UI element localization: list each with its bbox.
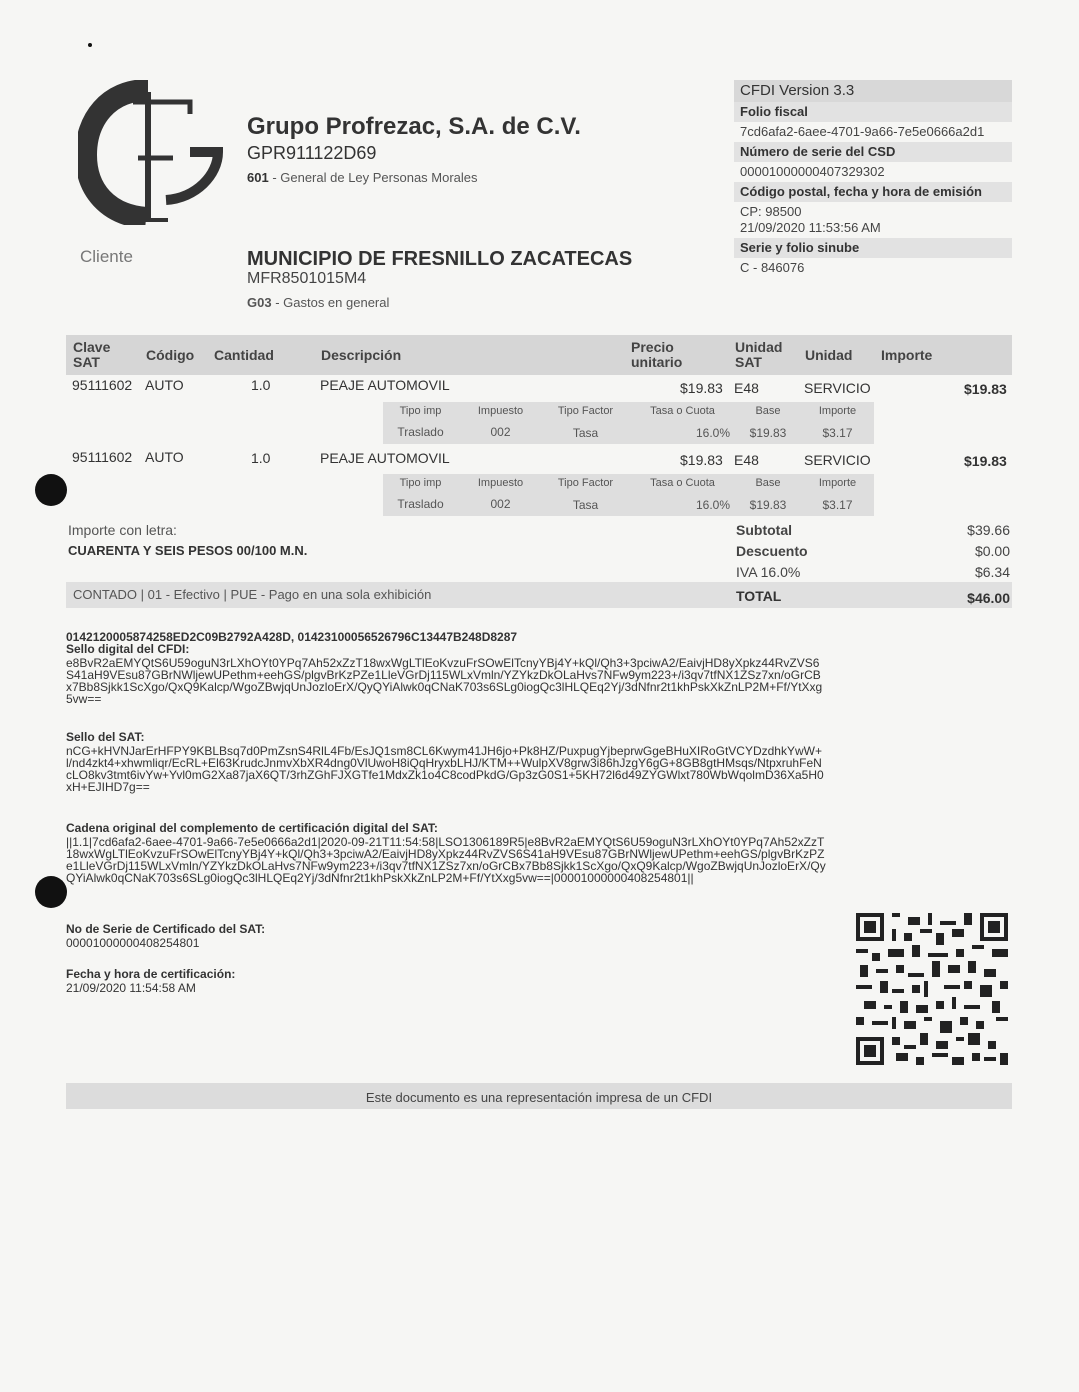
subtotal-label: Subtotal (736, 522, 792, 538)
regime-code: 601 (247, 170, 269, 185)
cfdi-version: CFDI Version 3.3 (734, 80, 1012, 102)
tax-col-impuesto: Impuesto (477, 405, 524, 417)
sello-cfdi-value: e8BvR2aEMYQtS6U59oguN3rLXhOYt0YPq7Ah52xZzT18wxWgLTlEoKvzuFrSOwElTcnyYBj4Y+kQl/Qh3+3pciwA2/EaivjHD8yXpkz44RvZVS6S41aH9VEsu87GBrNWljewUPethm+eehGS/plgvBrKzPZe1LleVGrDj115WLxVmln/YZYkzDkOLaHvs7NFw9ym223+/i3qv7tfNX1ZSz7xn/oGrCBx7Bb8Sjkk1ScXgo/QxQ9Kalcp/WgoZBwjqUnJozloErX/QyQYiAlwk0qCNaK703s6SLg0iogQc3lHLQEq2Yj/3dNfnr2t1khPskXkZnLP2M+Ff/YtXxg5vw== (66, 656, 823, 706)
csd-value: 00001000000407329302 (740, 164, 885, 179)
tax-col-importe: Importe (818, 477, 857, 489)
tax-base: $19.83 (749, 498, 787, 512)
cadena-value: ||1.1|7cd6afa2-6aee-4701-9a66-7e5e0666a2d1|2020-09-21T11:54:58|LSO1306189R5|e8BvR2aEMYQtS6U59oguN3rLXhOYt0YPq7Ah52xZzT18wxWgLTlEoKvzuFrSOwElTcnyYBj4Y+kQl/Qh3+3pciwA2/EaivjHD8yXpkz44RvZVS6S41aH9VEsu87GBrNWljewUPethm+eehGS/plgvBrKzPZe1LleVGrDj115WLxVmln/YZYkzDkOLaHvs7NFw9ym223+/i3qv7tfNX1ZSz7xn/oGrCBx7Bb8Sjkk1ScXgo/QxQ9Kalcp/WgoZBwjqUnJozloErX/QyQYiAlwk0qCNaK703s6SLg0iogQc3lHLQEq2Yj/3dNfnr2t1khPskXkZnLP2M+Ff/YtXxg5vw==|00001000000408254801|| (66, 835, 826, 885)
folio-fiscal-label: Folio fiscal (734, 102, 1012, 122)
total-label: TOTAL (736, 588, 782, 604)
tax-col-base: Base (755, 405, 781, 417)
item-unidad: SERVICIO (804, 452, 871, 468)
tax-tipo: Traslado (397, 425, 444, 439)
tax-col-tasa: Tasa o Cuota (650, 405, 715, 417)
subtotal-value: $39.66 (967, 522, 1010, 538)
footer-note: Este documento es una representación impresa de un CFDI (365, 1090, 713, 1105)
item-codigo: AUTO (145, 377, 184, 393)
tax-detail-table (383, 474, 874, 516)
issue-label: Código postal, fecha y hora de emisión (734, 182, 1012, 202)
total-value: $46.00 (967, 590, 1010, 606)
company-rfc: GPR911122D69 (247, 143, 377, 163)
tax-col-tasa: Tasa o Cuota (650, 477, 715, 489)
cadena-original-block (66, 822, 826, 884)
col-descripcion: Descripción (321, 346, 402, 363)
postal-code: CP: 98500 (740, 204, 802, 219)
descuento-label: Descuento (736, 543, 808, 559)
cert-datetime-block (66, 968, 235, 994)
folio-fiscal-value: 7cd6afa2-6aee-4701-9a66-7e5e0666a2d1 (740, 124, 985, 139)
serie-label: Serie y folio sinube (734, 238, 1012, 258)
sello-cfdi-block (66, 643, 826, 705)
cert-datetime-label: Fecha y hora de certificación: (66, 967, 236, 981)
tax-col-factor: Tipo Factor (557, 477, 614, 489)
col-precio: Precio unitario (631, 339, 683, 370)
client-name: MUNICIPIO DE FRESNILLO ZACATECAS (247, 248, 633, 270)
descuento-row (736, 543, 1012, 564)
cfdi-info-box (734, 80, 1012, 278)
tax-impuesto: 002 (490, 497, 511, 511)
csd-label: Número de serie del CSD (734, 142, 1012, 162)
related-uuids: 0142120005874258ED2C09B2792A428D, 01423100056526796C13447B248D8287 (66, 630, 518, 644)
tax-detail-table (383, 402, 874, 444)
company-logo (78, 80, 228, 225)
item-descripcion: PEAJE AUTOMOVIL (320, 377, 450, 393)
sello-sat-label: Sello del SAT: (66, 730, 145, 744)
item-codigo: AUTO (145, 449, 184, 465)
item-precio: $19.83 (680, 452, 723, 468)
client-label: Cliente (80, 247, 133, 266)
tax-col-base: Base (755, 477, 781, 489)
tax-factor: Tasa (572, 426, 599, 440)
item-importe: $19.83 (964, 381, 1007, 397)
cert-sat-block (66, 923, 265, 949)
tax-col-importe: Importe (818, 405, 857, 417)
amount-words-value: CUARENTA Y SEIS PESOS 00/100 M.N. (68, 543, 308, 558)
tax-importe: $3.17 (822, 498, 853, 512)
use-code: G03 (247, 295, 272, 310)
tax-base: $19.83 (749, 426, 787, 440)
punch-hole-mark (35, 474, 67, 506)
subtotal-row (736, 522, 1012, 543)
cert-sat-label: No de Serie de Certificado del SAT: (66, 922, 266, 936)
item-cantidad: 1.0 (251, 450, 271, 466)
tax-col-impuesto: Impuesto (477, 477, 524, 489)
company-name: Grupo Profrezac, S.A. de C.V. (247, 113, 581, 140)
amount-words-label: Importe con letra: (68, 522, 177, 538)
issue-datetime: 21/09/2020 11:53:56 AM (740, 220, 881, 235)
qr-code (856, 910, 1008, 1068)
item-unidad-sat: E48 (734, 452, 759, 468)
item-cantidad: 1.0 (251, 377, 271, 393)
items-table-header (66, 335, 1012, 375)
tax-col-factor: Tipo Factor (557, 405, 614, 417)
fiscal-regime (247, 170, 478, 185)
item-precio: $19.83 (680, 380, 723, 396)
item-clave: 95111602 (72, 377, 133, 393)
tax-impuesto: 002 (490, 425, 511, 439)
item-unidad-sat: E48 (734, 380, 759, 396)
iva-label: IVA 16.0% (736, 564, 801, 580)
client-rfc: MFR8501015M4 (247, 270, 367, 287)
serie-value: C - 846076 (740, 260, 805, 275)
col-codigo: Código (146, 346, 195, 363)
sello-sat-block (66, 731, 826, 793)
sello-cfdi-label: Sello digital del CFDI: (66, 642, 190, 656)
iva-value: $6.34 (974, 564, 1010, 580)
tax-tasa: 16.0% (695, 498, 730, 512)
cadena-label: Cadena original del complemento de certificación digital del SAT: (66, 821, 438, 835)
totals-block (736, 522, 1012, 585)
col-unidad: Unidad (805, 346, 853, 363)
cert-datetime-value: 21/09/2020 11:54:58 AM (66, 981, 196, 995)
punch-hole-mark (35, 876, 67, 908)
col-cantidad: Cantidad (214, 346, 274, 363)
item-descripcion: PEAJE AUTOMOVIL (320, 450, 450, 466)
tax-col-tipo: Tipo imp (399, 477, 442, 489)
tax-tasa: 16.0% (695, 426, 730, 440)
tax-factor: Tasa (572, 498, 599, 512)
item-importe: $19.83 (964, 453, 1007, 469)
item-unidad: SERVICIO (804, 380, 871, 396)
descuento-value: $0.00 (974, 543, 1010, 559)
item-clave: 95111602 (72, 449, 133, 465)
tax-col-tipo: Tipo imp (399, 405, 442, 417)
scan-speck (88, 43, 92, 47)
col-importe: Importe (881, 346, 933, 363)
use-desc: - Gastos en general (271, 295, 390, 310)
cert-sat-value: 00001000000408254801 (66, 936, 200, 950)
cfdi-use (247, 295, 389, 310)
payment-method: CONTADO | 01 - Efectivo | PUE - Pago en una sola exhibición (73, 587, 432, 602)
col-clave-sat: Clave SAT (73, 339, 111, 370)
regime-desc: - General de Ley Personas Morales (268, 170, 478, 185)
sello-sat-value: nCG+kHVNJarErHFPY9KBLBsq7d0PmZsnS4RlL4Fb/EsJQ1sm8CL6Kwym41JH6jo+Pk8HZ/PuxpugYjbeprwGgeBHuXIRoGtVCYDzdhkYwW+l/nd4zkt4+xhwmliqr/EcRL+El63KrudcJnmvXbXR4dng0VlUwoH8iQqHryxbLHJ/KTM++WulpXV8grw3i86hJzgY6gG+8GB8gtHMsqs/NtpxruhFeNcLO8kv3tmt6ivYw+Yvl0mG2Xa87jaX6QT/3rhZGhFJXGTfe1MdxZk1o4C8codPkdG/Gp3zG0S1+5KH72l6d49ZYGWlxt780WbWqolmD36Xa5H0xH+EJIHD7g== (66, 744, 824, 794)
tax-tipo: Traslado (397, 497, 444, 511)
tax-importe: $3.17 (822, 426, 853, 440)
col-unidad-sat: Unidad SAT (735, 339, 783, 370)
